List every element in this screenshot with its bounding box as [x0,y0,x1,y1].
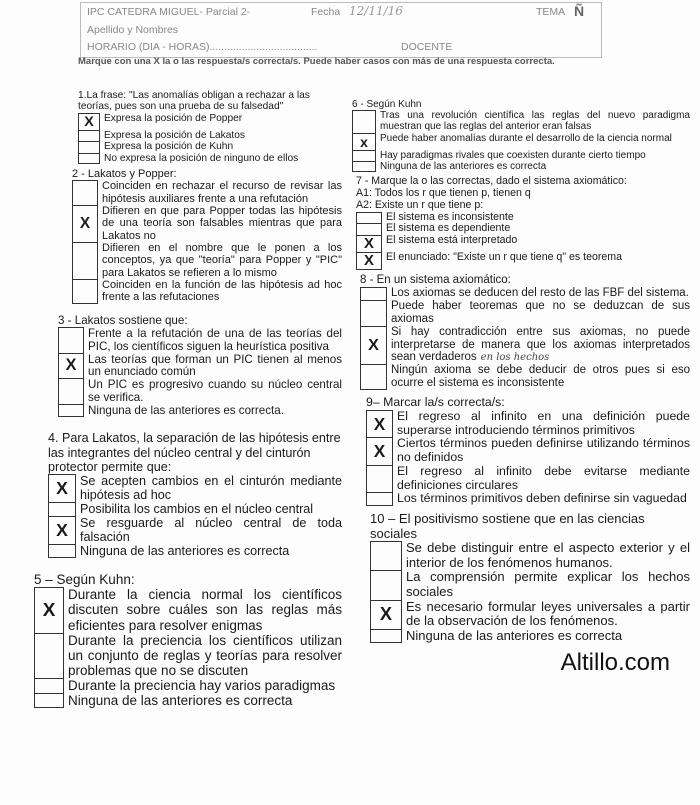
option-text: El enunciado: "Existe un r que tiene q" es teorema [386,251,623,264]
answer-option [352,133,690,150]
option-text: Los términos primitivos deben definirse sin vaguedad [397,491,687,506]
answer-option [72,205,342,242]
option-text: Posibilita los cambios en el núcleo central [80,501,314,516]
answer-checkbox[interactable] [360,364,387,390]
answer-checkbox[interactable] [78,130,100,141]
options-list [34,587,342,708]
tema-label: TEMA [536,6,566,18]
answer-checkbox[interactable] [58,327,84,353]
answer-option [78,130,342,141]
answer-option [48,474,342,502]
option-text: Expresa la posición de Lakatos [104,129,246,141]
answer-checkbox[interactable] [352,110,376,132]
answer-option [356,235,690,252]
answer-checkbox[interactable]: X [356,252,382,270]
answer-checkbox[interactable] [366,492,393,506]
option-text: Hay paradigmas rivales que coexisten durante cierto tiempo [380,149,646,161]
option-text: Ninguna de las anteriores es correcta. [88,404,284,418]
option-text: El sistema es inconsistente [386,210,514,223]
option-text: Expresa la posición de Popper [104,112,243,124]
option-text-container [393,492,687,506]
answer-checkbox[interactable] [352,150,376,161]
option-text: La comprensión permite explicar los hechos sociales [406,569,690,599]
options-list [72,180,342,303]
question-title: 3 - Lakatos sostiene que: [58,313,188,327]
option-text: Se acepten cambios en el cinturón mediante hipótesis ad hoc [80,473,342,502]
option-text: Puede haber teoremas que no se deduzcan de sus axiomas [391,299,690,325]
question-title: 6 - Según Kuhn [352,99,422,110]
answer-checkbox[interactable]: X [72,205,98,242]
option-text: El sistema es dependiente [386,222,511,235]
option-text: Tras una revolución científica las reglas del nuevo paradigma muestran que las reglas del anterior eran falsas [380,110,690,133]
option-text: Si hay contradicción entre sus axiomas, no puede interpretarse de manera que los axiomas interpretados sean verdaderos [391,325,690,364]
options-list [370,541,690,643]
answer-option [72,180,342,205]
option-text: Es necesario formular leyes universales a partir de la observación de los fenómenos. [406,598,690,629]
answer-checkbox[interactable] [360,300,387,326]
answer-checkbox[interactable] [370,629,402,644]
name-label[interactable]: Apellido y Nombres [87,24,179,36]
answer-checkbox[interactable]: X [58,353,84,379]
instructions: Marque con una X la o las respuesta/s correcta/s. Puede haber casos con más de una respuesta correcta. [78,56,555,67]
answer-option [72,279,342,304]
question-title: 8 - En un sistema axiomático: [360,274,511,287]
option-text-container [382,235,517,252]
option-text: Puede haber anomalías durante el desarrollo de la ciencia normal [380,132,672,144]
option-text-container [76,544,289,558]
option-text: Frente a la refutación de una de las teorías del PIC, los científicos siguen la heurística positiva [88,326,342,353]
options-list [58,327,342,418]
answer-option [34,633,342,678]
option-text: Ninguna de las anteriores es correcta [80,544,290,559]
option-text: Coinciden en rechazar el recurso de revisar las hipótesis auxiliares frente a una refutación [102,180,342,205]
question-1 [78,90,342,164]
option-text: Ninguna de las anteriores es correcta [380,160,547,172]
answer-option [352,150,690,161]
answer-checkbox[interactable]: X [360,326,387,365]
answer-option [352,161,690,172]
answer-checkbox[interactable] [370,541,402,570]
option-text: Coinciden en la función de las hipótesis ad hoc frente a las refutaciones [102,278,342,304]
option-text-container [84,327,342,353]
option-text: Ninguna de las anteriores es correcta [406,627,623,643]
axiom: A2: Existe un r que tiene p: [356,198,484,211]
answer-option [48,516,342,544]
option-text: Los axiomas se deducen del resto de las FBF del sistema. [391,287,689,300]
option-text: Difieren en que para Popper todas las hipótesis de una teoría son falsables mientras que para Lakatos no [102,205,342,242]
answer-checkbox[interactable] [72,242,98,279]
answer-checkbox[interactable] [366,465,393,493]
question-7 [356,176,690,270]
question-title: 2 - Lakatos y Popper: [72,168,177,181]
course-title: IPC CATEDRA MIGUEL- Parcial 2- [87,6,251,18]
answer-checkbox[interactable]: X [366,437,393,465]
option-text-container [84,378,342,404]
options-list [356,212,690,271]
answer-checkbox[interactable] [370,570,402,599]
answer-checkbox[interactable]: x [352,133,376,150]
option-text-container [98,242,342,279]
option-text-container [393,465,690,493]
answer-checkbox[interactable] [34,678,64,693]
options-list [48,474,342,559]
answer-option [356,252,690,270]
answer-checkbox[interactable]: X [48,516,76,544]
option-text: Difieren en el nombre que le ponen a los conceptos, ya que "teoría" para Popper y "PIC" para Lakatos se refieren a lo mismo [102,241,342,279]
option-text-container [100,141,233,152]
question-2 [72,168,342,303]
option-text-container [382,252,622,270]
option-text: Ciertos términos pueden definirse utilizando términos no definidos [397,436,690,465]
tema-value: Ñ [574,3,585,19]
answer-checkbox[interactable]: X [370,600,402,629]
answer-checkbox[interactable] [48,502,76,516]
option-text: Expresa la posición de Kuhn [104,141,234,153]
answer-option [366,410,690,438]
right-column [352,99,690,677]
option-text-container [387,287,689,300]
option-text-container [98,205,342,242]
question-10 [370,512,690,643]
option-text-container [98,180,342,205]
answer-option [48,544,342,558]
question-title: 9– Marcar la/s correcta/s: [366,395,505,410]
question-8 [360,274,690,390]
option-text: El regreso al infinito en una definición puede superarse introduciendo términos primitivos [397,408,690,437]
answer-checkbox[interactable]: X [356,235,382,252]
answer-option [370,541,690,570]
answer-option [58,353,342,379]
answer-option [366,492,690,506]
axiom: A1: Todos los r que tienen p, tienen q [356,186,531,199]
answer-checkbox[interactable] [78,153,100,164]
answer-option [366,465,690,493]
option-text-container [64,678,335,693]
answer-option [78,113,342,130]
answer-option [370,629,690,644]
answer-option [78,153,342,164]
options-list [366,410,690,506]
option-text-container [376,161,546,172]
answer-checkbox[interactable]: X [366,410,393,438]
question-title: 10 – El positivismo sostiene que en las ciencias sociales [370,511,645,541]
option-text-container [393,410,690,438]
option-text-container [376,110,690,132]
option-text-container [100,153,298,164]
answer-checkbox[interactable] [58,404,84,417]
left-column [34,90,342,708]
option-text: Se debe distinguir entre el aspecto exterior y el interior de los fenómenos humanos. [406,540,690,570]
answer-checkbox[interactable] [356,212,382,224]
option-text-container [98,279,342,304]
option-text-container [387,300,690,326]
watermark: Altillo.com [560,649,670,677]
answer-option [72,242,342,279]
answer-option [352,110,690,132]
option-text: El regreso al infinito debe evitarse mediante definiciones circulares [397,463,690,492]
schedule-label[interactable]: HORARIO (DIA - HORAS)..................................... [87,41,318,53]
answer-checkbox[interactable]: X [48,474,76,502]
option-text: Durante la preciencia hay varios paradigmas [68,678,336,694]
option-text-container [393,437,690,465]
answer-option [58,404,342,417]
option-text: El sistema está interpretado [386,234,518,247]
answer-option [360,326,690,365]
option-text: Durante la ciencia normal los científicos discuten sobre cuáles son las reglas más eficientes para resolver enigmas [68,587,342,633]
answer-option [34,693,342,708]
option-text-container [84,353,342,379]
answer-checkbox[interactable] [34,693,64,708]
answer-checkbox[interactable]: X [78,113,100,130]
option-text-container [76,516,342,544]
answer-option [366,437,690,465]
handwritten-note: en los hechos [480,352,550,364]
answer-option [58,378,342,404]
question-title: 7 - Marque la o las correctas, dado el sistema axiomático: [356,174,627,187]
option-text-container [402,541,690,570]
answer-option [370,600,690,629]
question-4 [48,431,342,558]
question-6 [352,99,690,172]
answer-option [48,502,342,516]
answer-checkbox[interactable]: X [34,587,64,632]
option-text-container [76,502,313,516]
option-text-container [376,133,672,150]
option-text: Se resguarde al núcleo central de toda falsación [80,515,342,545]
option-text: Las teorías que forman un PIC tienen al menos un enunciado común [88,352,342,379]
option-text-container [387,326,690,365]
answer-checkbox[interactable] [72,180,98,205]
answer-checkbox[interactable] [34,633,64,678]
option-text-container [402,570,690,599]
question-title: 4. Para Lakatos, la separación de las hipótesis entre las integrantes del núcleo central y del cinturón protector permite que: [48,431,341,474]
answer-option [360,364,690,390]
option-text-container [64,587,342,632]
option-text-container [100,130,245,141]
question-title: 1.La frase: "Las anomalías obligan a rechazar a las teorías, pues son una prueba de su falsedad" [78,90,310,113]
answer-option [34,678,342,693]
answer-checkbox[interactable] [72,279,98,304]
answer-checkbox[interactable] [352,161,376,172]
option-text-container [376,150,646,161]
answer-option [34,587,342,632]
option-text: No expresa la posición de ninguno de ellos [104,152,299,164]
option-text-container [76,474,342,502]
option-text-container [402,629,622,644]
option-text-container [64,693,292,708]
options-list [360,287,690,390]
answer-option [360,300,690,326]
question-title: 5 – Según Kuhn: [34,572,135,588]
option-text-container [402,600,690,629]
question-9 [366,396,690,506]
option-text-container [100,113,242,130]
date-value[interactable]: 12/11/16 [349,4,403,18]
option-text: Ninguna de las anteriores es correcta [68,693,293,709]
answer-checkbox[interactable] [360,287,387,300]
option-text-container [84,404,284,417]
answer-option [78,141,342,152]
answer-checkbox[interactable] [78,141,100,152]
date-label: Fecha [311,6,341,18]
options-list [352,110,690,172]
answer-checkbox[interactable] [58,378,84,404]
answer-option [370,570,690,599]
option-text: Durante la preciencia los científicos utilizan un conjunto de reglas y teorías para resolver problemas que no se discuten [68,632,342,678]
answer-checkbox[interactable] [48,544,76,558]
answer-option [360,287,690,300]
option-text: Un PIC es progresivo cuando su núcleo central se verifica. [88,378,342,405]
teacher-label[interactable]: DOCENTE [401,41,453,53]
option-text-container [64,633,342,678]
answer-checkbox[interactable] [356,223,382,235]
exam-header [80,2,602,58]
options-list [78,113,342,164]
question-3 [58,314,342,418]
answer-option [58,327,342,353]
option-text: Ningún axioma se debe deducir de otros pues si eso ocurre el sistema es inconsistente [391,364,690,390]
option-text-container [387,364,690,390]
question-5 [34,572,342,708]
